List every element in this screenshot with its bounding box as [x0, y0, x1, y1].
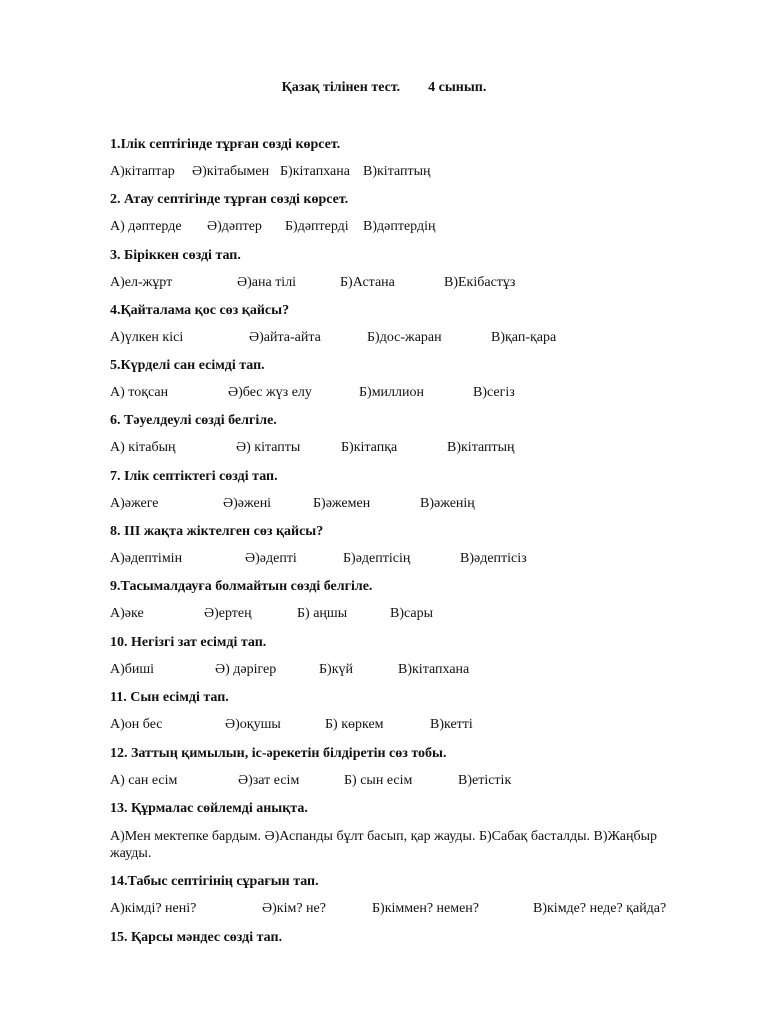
options-7 — [110, 496, 710, 514]
option-b: Ә) дәрігер — [215, 662, 277, 677]
option-b: Ә)айта-айта — [249, 330, 321, 345]
option-d: В)кітаптың — [363, 164, 431, 179]
option-b: Ә)кім? не? — [262, 901, 326, 916]
option-d: В)сегіз — [473, 385, 515, 400]
option-d: В)кітаптың — [447, 440, 515, 455]
option-d: В)әженің — [420, 496, 475, 511]
question-9: 9.Тасымалдауға болмайтын сөзді белгіле. — [110, 579, 373, 594]
options-9 — [110, 606, 710, 624]
options-11 — [110, 717, 710, 735]
option-a: А)әдептімін — [110, 551, 183, 566]
option-c: Б)әжемен — [313, 496, 371, 511]
option-b: Ә)бес жүз елу — [228, 385, 312, 400]
question-2: 2. Атау септігінде тұрған сөзді көрсет. — [110, 192, 349, 207]
option-b: Ә)зат есім — [238, 773, 300, 788]
option-b: Ә)әдепті — [245, 551, 297, 566]
option-d: В)сары — [390, 606, 434, 621]
option-a: А) тоқсан — [110, 385, 169, 400]
page-title: Қазақ тілінен тест. 4 сынып. — [281, 80, 487, 95]
option-c: Б)кіммен? немен? — [372, 901, 480, 916]
option-d: В)етістік — [458, 773, 512, 788]
option-d: В)қап-қара — [491, 330, 557, 345]
option-c: Б) сын есім — [344, 773, 413, 788]
option-a: А)кімді? нені? — [110, 901, 197, 916]
options-14 — [110, 901, 710, 919]
question-1: 1.Ілік септігінде тұрған сөзді көрсет. — [110, 137, 341, 152]
options-4 — [110, 330, 710, 348]
option-a: А) сан есім — [110, 773, 178, 788]
option-c: Б)дәптерді — [285, 219, 349, 234]
option-c: Б)күй — [319, 662, 353, 677]
option-d: В)әдептісіз — [460, 551, 527, 566]
options-1 — [110, 164, 710, 182]
options-3 — [110, 275, 710, 293]
options-8 — [110, 551, 710, 569]
option-c: Б)Астана — [340, 275, 395, 290]
question-12: 12. Заттың қимылын, іс-әрекетін білдіретін сөз тобы. — [110, 746, 447, 761]
option-c: Б)кітапқа — [341, 440, 398, 455]
option-d: В)дәптердің — [363, 219, 436, 234]
option-a: А)әжеге — [110, 496, 159, 511]
option-a: А)он бес — [110, 717, 163, 732]
option-a: А)үлкен кісі — [110, 330, 184, 345]
option-b: Ә) кітапты — [236, 440, 301, 455]
option-c: Б)әдептісің — [343, 551, 411, 566]
option-d: В)кімде? неде? қайда? — [533, 901, 667, 916]
option-a: А)кітаптар — [110, 164, 175, 179]
question-3: 3. Біріккен сөзді тап. — [110, 248, 241, 263]
options-5 — [110, 385, 710, 403]
question-13: 13. Құрмалас сөйлемді анықта. — [110, 801, 308, 816]
question-15: 15. Қарсы мәндес сөзді тап. — [110, 930, 283, 945]
option-a: А)ел-жұрт — [110, 275, 173, 290]
question-11: 11. Сын есімді тап. — [110, 690, 229, 705]
option-d: В)кітапхана — [398, 662, 470, 677]
options-6 — [110, 440, 710, 458]
option-c: Б) аңшы — [297, 606, 348, 621]
option-d: В)Екібастұз — [444, 275, 516, 290]
option-b: Ә)ана тілі — [237, 275, 297, 290]
option-b: Ә)әжені — [223, 496, 272, 511]
option-b: Ә)дәптер — [207, 219, 262, 234]
option-c: Б) көркем — [325, 717, 384, 732]
question-8: 8. ІІІ жақта жіктелген сөз қайсы? — [110, 524, 324, 539]
option-c: Б)кітапхана — [280, 164, 350, 179]
options-12 — [110, 773, 710, 791]
question-14: 14.Табыс септігінің сұрағын тап. — [110, 874, 319, 889]
option-d: В)кетті — [430, 717, 473, 732]
option-b: Ә)ертең — [204, 606, 252, 621]
options-10 — [110, 662, 710, 680]
option-c: Б)миллион — [359, 385, 425, 400]
question-4: 4.Қайталама қос сөз қайсы? — [110, 303, 290, 318]
option-c: Б)дос-жаран — [367, 330, 442, 345]
question-10: 10. Негізгі зат есімді тап. — [110, 635, 267, 650]
option-b: Ә)оқушы — [225, 717, 281, 732]
question-5: 5.Күрделі сан есімді тап. — [110, 358, 265, 373]
question-7: 7. Ілік септіктегі сөзді тап. — [110, 469, 278, 484]
options-2 — [110, 219, 710, 237]
option-a: А) дәптерде — [110, 219, 182, 234]
option-a: А) кітабың — [110, 440, 176, 455]
question-13-options: А)Мен мектепке бардым. Ә)Аспанды бұлт басып, қар жауды. Б)Сабақ басталды. В)Жаңбыр жауды. — [110, 829, 657, 861]
option-a: А)биші — [110, 662, 155, 677]
option-b: Ә)кітабымен — [192, 164, 270, 179]
option-a: А)әке — [110, 606, 144, 621]
question-6: 6. Тәуелдеулі сөзді белгіле. — [110, 413, 277, 428]
